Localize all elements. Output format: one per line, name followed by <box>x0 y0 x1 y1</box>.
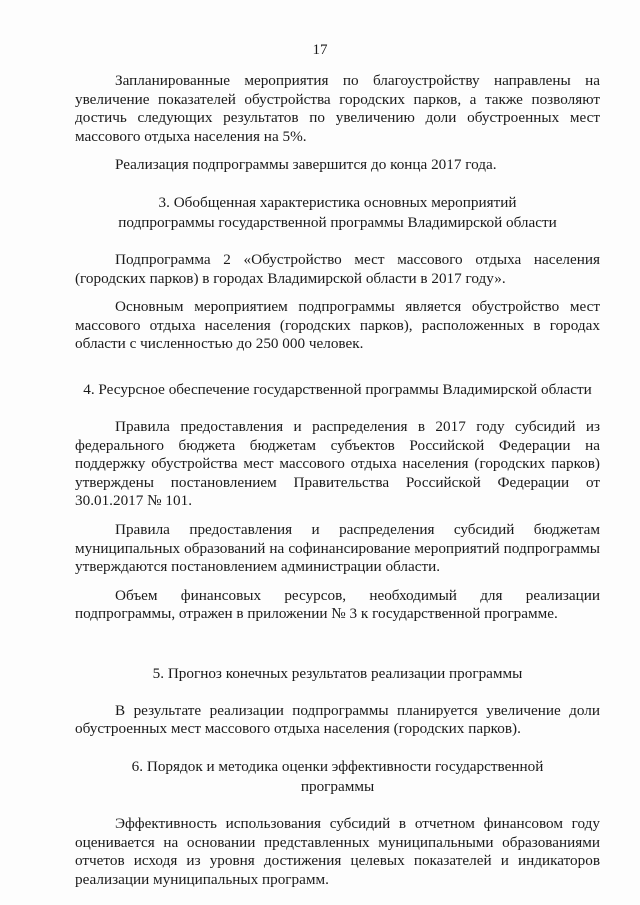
paragraph-expected-results: В результате реализации подпрограммы планируется увеличение доли обустроенных мест массового отдыха населения (городских парков). <box>75 701 600 738</box>
paragraph-completion: Реализация подпрограммы завершится до конца 2017 года. <box>115 156 497 174</box>
paragraph-main-activity: Основным мероприятием подпрограммы является обустройство мест массового отдыха населения (городских парков), расположенных в городах области с численностью до 250 000 человек. <box>75 298 600 353</box>
paragraph-subprogram-2: Подпрограмма 2 «Обустройство мест массового отдыха населения (городских парков) в городах Владимирской области в 2017 году». <box>75 250 600 287</box>
heading-section-6-line-2: программы <box>300 778 375 796</box>
document-body <box>75 72 600 889</box>
heading-section-4: 4. Ресурсное обеспечение государственной программы Владимирской области <box>83 380 592 398</box>
heading-section-5: 5. Прогноз конечных результатов реализации программы <box>152 664 523 682</box>
heading-section-6-line-1: 6. Порядок и методика оценки эффективности государственной <box>131 758 544 776</box>
heading-section-3-line-1: 3. Обобщенная характеристика основных мероприятий <box>158 193 517 211</box>
paragraph-planned-activities: Запланированные мероприятия по благоустройству направлены на увеличение показателей обустройства городских парков, а также позволяют достичь следующих результатов по увеличению доли обустроенных мест массового отдыха населения на 5%. <box>75 72 600 145</box>
page-number: 17 <box>312 42 328 58</box>
paragraph-municipal-subsidy-rules: Правила предоставления и распределения субсидий бюджетам муниципальных образований на софинансирование мероприятий подпрограммы утверждаются постановлением администрации области. <box>75 520 600 576</box>
paragraph-federal-subsidy-rules: Правила предоставления и распределения в 2017 году субсидий из федерального бюджета бюджетам субъектов Российской Федерации на поддержку обустройства мест массового отдыха населения (городских парков) утверждены постановлением Правительства Российской Федерации от 30.01.2017 № 101. <box>75 417 600 510</box>
heading-section-3-line-2: подпрограммы государственной программы Владимирской области <box>118 213 557 231</box>
paragraph-efficiency-evaluation: Эффективность использования субсидий в отчетном финансовом году оценивается на основании представленных муниципальными образованиями отчетов исходя из уровня достижения целевых показателей и индикаторов реализации муниципальных программ. <box>75 815 600 888</box>
paragraph-financial-resources: Объем финансовых ресурсов, необходимый для реализации подпрограммы, отражен в приложении № 3 к государственной программе. <box>75 586 600 623</box>
